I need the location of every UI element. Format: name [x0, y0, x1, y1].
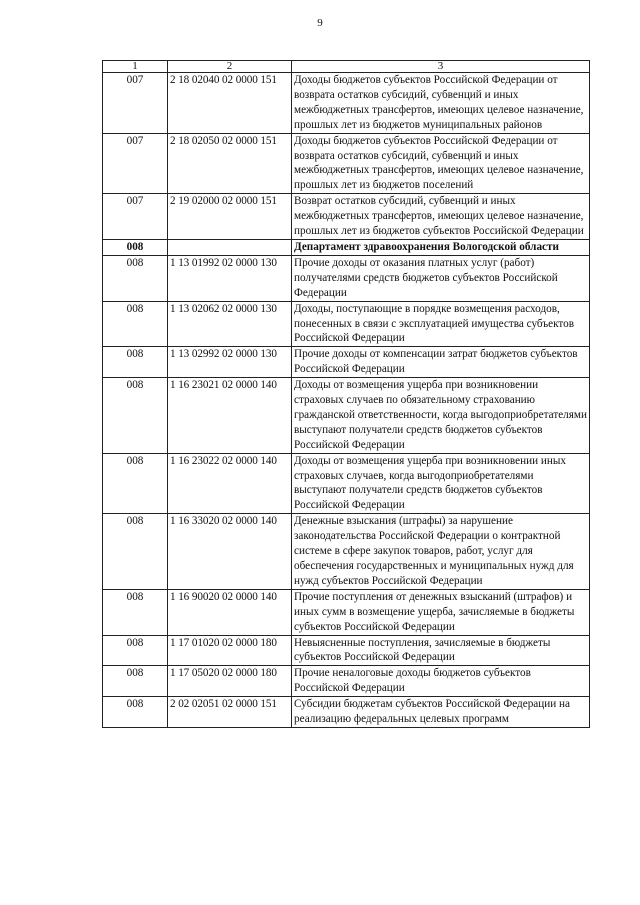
revenue-name-cell: Доходы бюджетов субъектов Российской Федерации от возврата остатков субсидий, субвенций и иных межбюджетных трансфертов, имеющих целевое назначение, прошлых лет из бюджетов муниципальных районов: [292, 73, 590, 134]
table-row: [103, 301, 590, 347]
revenue-name-cell: Прочие доходы от оказания платных услуг (работ) получателями средств бюджетов субъектов Российской Федерации: [292, 255, 590, 301]
table-header-row: [103, 61, 590, 73]
column-header-3: 3: [292, 61, 590, 73]
revenue-code-cell: 1 16 23022 02 0000 140: [168, 453, 292, 514]
admin-code-cell: 008: [103, 666, 168, 697]
revenue-name-cell: Прочие неналоговые доходы бюджетов субъектов Российской Федерации: [292, 666, 590, 697]
admin-code-cell: 008: [103, 589, 168, 635]
page-number: 9: [317, 17, 323, 29]
admin-code-cell: 007: [103, 133, 168, 194]
admin-code-cell: 008: [103, 347, 168, 378]
admin-code-cell: 008: [103, 255, 168, 301]
table-row: [103, 347, 590, 378]
table-row: [103, 194, 590, 240]
revenue-name-cell: Департамент здравоохранения Вологодской области: [292, 239, 590, 255]
revenue-name-cell: Доходы, поступающие в порядке возмещения расходов, понесенных в связи с эксплуатацией имущества субъектов Российской Федерации: [292, 301, 590, 347]
column-header-2: 2: [168, 61, 292, 73]
admin-code-cell: 008: [103, 453, 168, 514]
revenue-code-cell: 2 02 02051 02 0000 151: [168, 697, 292, 728]
revenue-code-cell: 1 13 02062 02 0000 130: [168, 301, 292, 347]
column-header-1: 1: [103, 61, 168, 73]
revenue-name-cell: Прочие доходы от компенсации затрат бюджетов субъектов Российской Федерации: [292, 347, 590, 378]
admin-code-cell: 007: [103, 73, 168, 134]
revenue-name-cell: Доходы от возмещения ущерба при возникновении иных страховых случаев, когда выгодоприобретателями выступают получатели средств бюджетов субъектов Российской Федерации: [292, 453, 590, 514]
admin-code-cell: 008: [103, 514, 168, 590]
admin-code-cell: 008: [103, 239, 168, 255]
revenue-name-cell: Доходы бюджетов субъектов Российской Федерации от возврата остатков субсидий, субвенций и иных межбюджетных трансфертов, имеющих целевое назначение, прошлых лет из бюджетов поселений: [292, 133, 590, 194]
revenue-name-cell: Субсидии бюджетам субъектов Российской Федерации на реализацию федеральных целевых программ: [292, 697, 590, 728]
revenue-name-cell: Денежные взыскания (штрафы) за нарушение законодательства Российской Федерации о контрактной системе в сфере закупок товаров, работ, услуг для обеспечения государственных и муниципальных нужд для нужд субъектов Российской Федерации: [292, 514, 590, 590]
revenue-name-cell: Прочие поступления от денежных взысканий (штрафов) и иных сумм в возмещение ущерба, зачисляемые в бюджеты субъектов Российской Федерации: [292, 589, 590, 635]
revenue-code-cell: 1 13 01992 02 0000 130: [168, 255, 292, 301]
table-row: [103, 666, 590, 697]
table-row: [103, 697, 590, 728]
revenue-code-cell: 2 18 02040 02 0000 151: [168, 73, 292, 134]
table-row: [103, 514, 590, 590]
revenue-code-cell: 1 16 33020 02 0000 140: [168, 514, 292, 590]
section-header-row: [103, 239, 590, 255]
revenue-code-cell: 1 17 05020 02 0000 180: [168, 666, 292, 697]
admin-code-cell: 008: [103, 378, 168, 454]
revenue-name-cell: Невыясненные поступления, зачисляемые в бюджеты субъектов Российской Федерации: [292, 635, 590, 666]
table-row: [103, 589, 590, 635]
budget-classification-table: [102, 60, 590, 728]
revenue-code-cell: 2 19 02000 02 0000 151: [168, 194, 292, 240]
revenue-code-cell: 1 16 23021 02 0000 140: [168, 378, 292, 454]
table-row: [103, 635, 590, 666]
table-row: [103, 73, 590, 134]
revenue-code-cell: [168, 239, 292, 255]
admin-code-cell: 007: [103, 194, 168, 240]
table-row: [103, 453, 590, 514]
admin-code-cell: 008: [103, 697, 168, 728]
revenue-name-cell: Возврат остатков субсидий, субвенций и иных межбюджетных трансфертов, имеющих целевое назначение, прошлых лет из бюджетов субъектов Российской Федерации: [292, 194, 590, 240]
table-row: [103, 255, 590, 301]
revenue-code-cell: 2 18 02050 02 0000 151: [168, 133, 292, 194]
table-row: [103, 133, 590, 194]
revenue-name-cell: Доходы от возмещения ущерба при возникновении страховых случаев по обязательному страхованию гражданской ответственности, когда выгодоприобретателями выступают получатели средств бюджетов субъектов Российской Федерации: [292, 378, 590, 454]
admin-code-cell: 008: [103, 635, 168, 666]
revenue-code-cell: 1 17 01020 02 0000 180: [168, 635, 292, 666]
revenue-code-cell: 1 16 90020 02 0000 140: [168, 589, 292, 635]
table-row: [103, 378, 590, 454]
admin-code-cell: 008: [103, 301, 168, 347]
revenue-code-cell: 1 13 02992 02 0000 130: [168, 347, 292, 378]
